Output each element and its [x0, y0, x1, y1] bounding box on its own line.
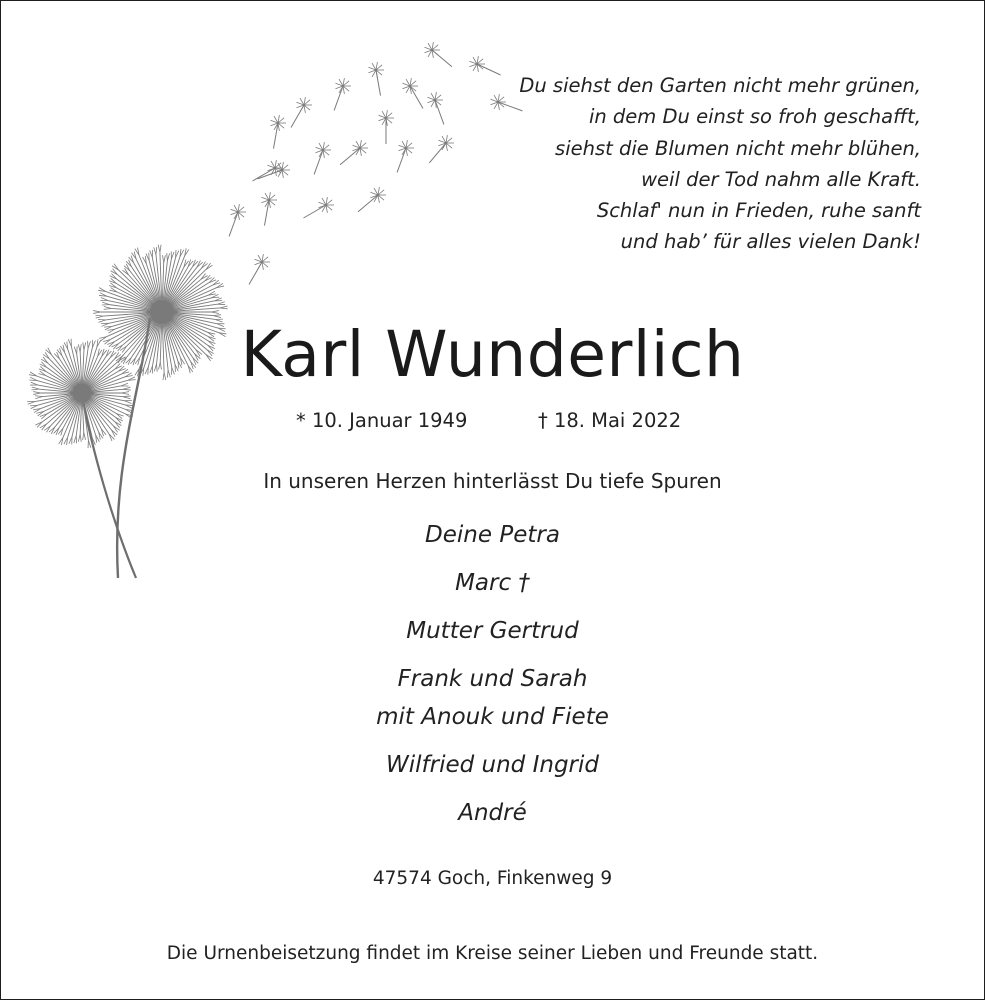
dandelion-seed	[378, 110, 394, 144]
death-date: † 18. Mai 2022	[538, 409, 682, 432]
mourner-name: André	[458, 800, 527, 826]
dandelion-seed	[334, 78, 351, 110]
poem-line: weil der Tod nahm alle Kraft.	[641, 167, 921, 191]
dandelion-seed	[427, 92, 443, 124]
poem-line: und hab’ für alles vielen Dank!	[620, 230, 921, 254]
poem-line: Du siehst den Garten nicht mehr grünen,	[519, 74, 921, 97]
mourner-name: Marc †	[455, 570, 530, 596]
mourner-name: Deine Petra	[425, 522, 560, 548]
mourner-name: Wilfried und Ingrid	[386, 752, 599, 778]
dandelion-seed	[402, 78, 423, 108]
mourner-name: Frank und Sarah	[397, 666, 588, 692]
dandelion-seed	[490, 94, 522, 111]
dandelion-seed	[368, 62, 384, 95]
family-address: 47574 Goch, Finkenweg 9	[372, 868, 613, 889]
dandelion-seed	[229, 204, 246, 236]
memorial-poem	[519, 70, 921, 258]
dandelion-seed	[261, 192, 277, 225]
burial-note: Die Urnenbeisetzung findet im Kreise seiner Lieben und Freunde statt.	[166, 943, 819, 964]
dandelion-seed	[397, 140, 414, 172]
dandelion-seed	[249, 254, 270, 284]
dandelion-seed	[424, 42, 451, 67]
dandelion-seed	[270, 115, 286, 148]
mourner-name: mit Anouk und Fiete	[376, 704, 609, 730]
deceased-name: Karl Wunderlich	[240, 318, 745, 391]
poem-line: siehst die Blumen nicht mehr blühen,	[555, 136, 921, 160]
dandelion-seed	[314, 142, 331, 174]
mourner-name: Mutter Gertrud	[406, 618, 579, 644]
memorial-tagline: In unseren Herzen hinterlässt Du tiefe Spuren	[263, 469, 722, 493]
dandelion-seed	[291, 97, 312, 127]
birth-date: * 10. Januar 1949	[296, 409, 468, 432]
dandelion-seed	[303, 197, 334, 218]
dandelion-seed	[358, 187, 386, 212]
poem-line: in dem Du einst so froh geschafft,	[588, 105, 921, 129]
poem-line: Schlaf' nun in Frieden, ruhe sanft	[596, 199, 921, 223]
dandelion-seed	[340, 140, 368, 165]
dandelion-seed	[429, 135, 454, 163]
dandelion-seed	[469, 56, 500, 75]
